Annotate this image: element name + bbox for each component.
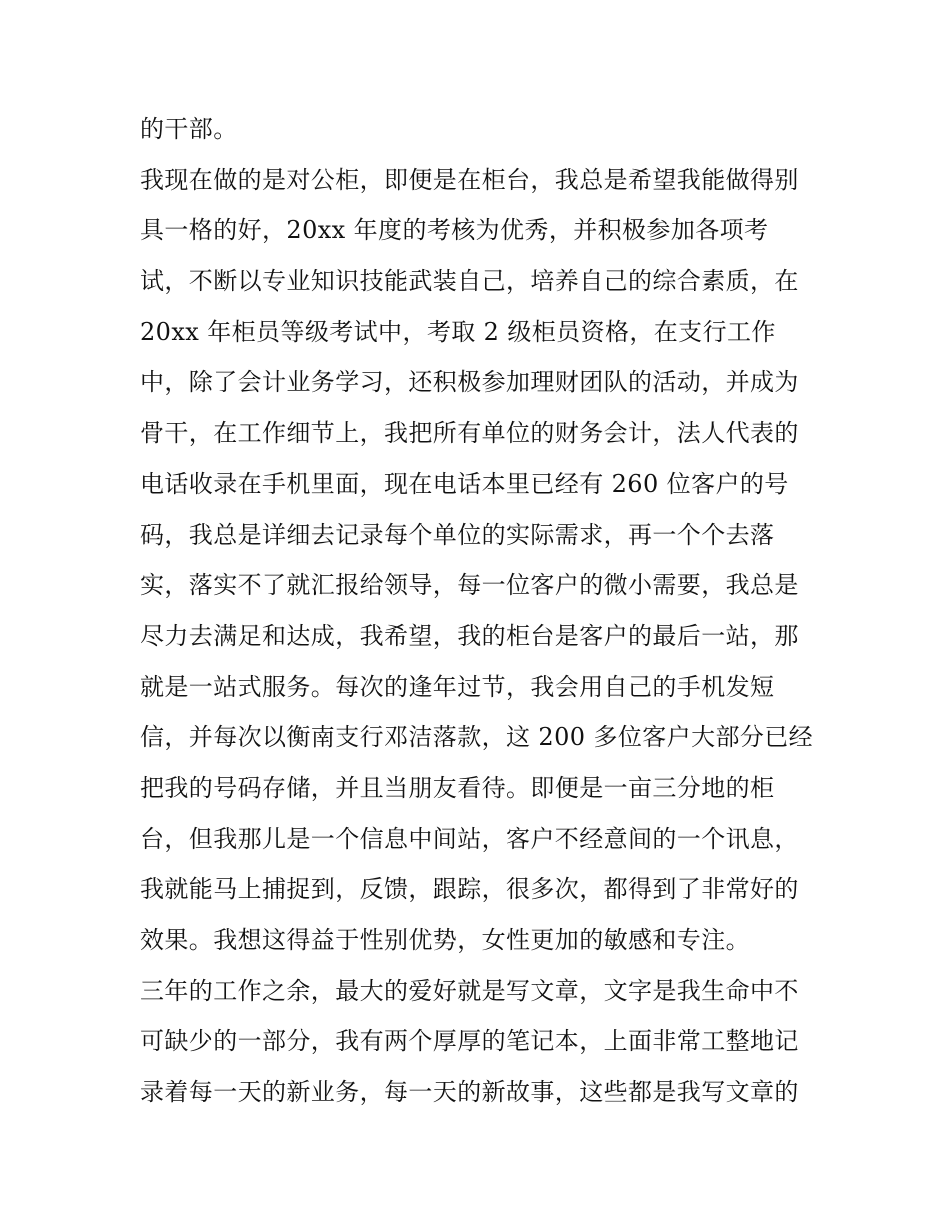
text-line: 台，但我那儿是一个信息中间站，客户不经意间的一个讯息， [140, 824, 799, 853]
text-line: 效果。我想这得益于性别优势，女性更加的敏感和专注。 [140, 926, 750, 954]
text-line: 信，并每次以衡南支行邓洁落款，这 200 多位客户大部分已经 [140, 723, 814, 752]
text-line: 电话收录在手机里面，现在电话本里已经有 260 位客户的号 [140, 469, 789, 498]
text-line: 实，落实不了就汇报给领导，每一位客户的微小需要，我总是 [140, 571, 799, 600]
text-line: 三年的工作之余，最大的爱好就是写文章，文字是我生命中不 [140, 976, 799, 1005]
text-line: 我现在做的是对公柜，即便是在柜台，我总是希望我能做得别 [140, 165, 799, 194]
text-line: 20xx 年柜员等级考试中，考取 2 级柜员资格，在支行工作 [140, 317, 776, 346]
text-line: 中，除了会计业务学习，还积极参加理财团队的活动，并成为 [140, 368, 799, 397]
text-line: 尽力去满足和达成，我希望，我的柜台是客户的最后一站，那 [140, 621, 799, 650]
text-line: 可缺少的一部分，我有两个厚厚的笔记本，上面非常工整地记 [140, 1027, 799, 1056]
text-line: 录着每一天的新业务，每一天的新故事，这些都是我写文章的 [140, 1078, 799, 1107]
text-line: 的干部。 [140, 115, 238, 143]
text-line: 具一格的好，20xx 年度的考核为优秀，并积极参加各项考 [140, 216, 769, 245]
text-line: 把我的号码存储，并且当朋友看待。即便是一亩三分地的柜 [140, 773, 775, 802]
text-line: 试，不断以专业知识技能武装自己，培养自己的综合素质，在 [140, 267, 799, 296]
text-line: 就是一站式服务。每次的逢年过节，我会用自己的手机发短 [140, 672, 775, 701]
body-text [140, 104, 830, 1118]
text-line: 我就能马上捕捉到，反馈，跟踪，很多次，都得到了非常好的 [140, 875, 799, 904]
text-line: 码，我总是详细去记录每个单位的实际需求，再一个个去落 [140, 520, 775, 549]
text-line: 骨干，在工作细节上，我把所有单位的财务会计，法人代表的 [140, 419, 799, 448]
